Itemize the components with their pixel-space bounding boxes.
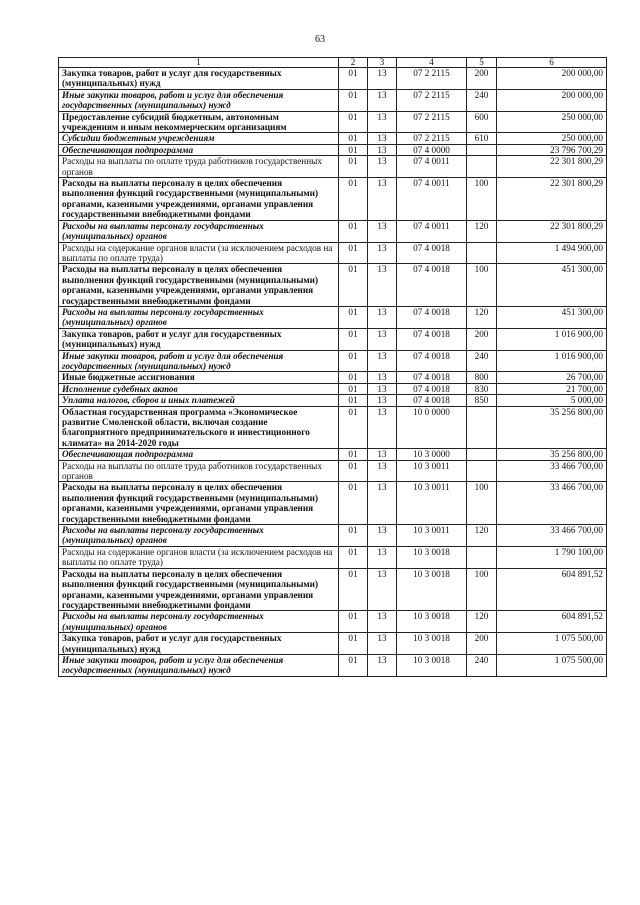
table-row (59, 178, 607, 221)
row-expense-type: 240 (467, 350, 497, 372)
table-row (59, 449, 607, 460)
row-expense-type: 200 (467, 328, 497, 350)
table-row (59, 383, 607, 394)
row-subsection: 13 (368, 546, 397, 568)
row-section: 01 (339, 395, 368, 406)
table-row (59, 68, 607, 90)
row-section: 01 (339, 449, 368, 460)
row-name: Субсидии бюджетным учреждениям (59, 133, 339, 144)
row-section: 01 (339, 383, 368, 394)
row-target-article: 07 4 0018 (397, 350, 467, 372)
header-col-4: 4 (397, 58, 467, 68)
row-name: Закупка товаров, работ и услуг для государственных (муниципальных) нужд (59, 68, 339, 90)
table-row (59, 350, 607, 372)
row-amount: 33 466 700,00 (497, 525, 607, 547)
row-name: Расходы на выплаты по оплате труда работников государственных органов (59, 156, 339, 178)
row-target-article: 10 3 0018 (397, 611, 467, 633)
row-name: Иные закупки товаров, работ и услуг для обеспечения государственных (муниципальных) нужд (59, 350, 339, 372)
row-subsection: 13 (368, 525, 397, 547)
row-expense-type (467, 156, 497, 178)
row-expense-type: 830 (467, 383, 497, 394)
row-amount: 22 301 800,29 (497, 156, 607, 178)
table-row (59, 264, 607, 307)
row-name: Иные закупки товаров, работ и услуг для обеспечения государственных (муниципальных) нужд (59, 89, 339, 111)
row-expense-type: 240 (467, 654, 497, 676)
row-section: 01 (339, 133, 368, 144)
table-row (59, 525, 607, 547)
table-row (59, 460, 607, 482)
row-amount: 33 466 700,00 (497, 482, 607, 525)
row-section: 01 (339, 220, 368, 242)
row-subsection: 13 (368, 328, 397, 350)
row-name: Расходы на выплаты персоналу в целях обеспечения выполнения функций государственными (муниципальными) органами, казенными учреждениями, органами управления государственными внебюджетными фондами (59, 568, 339, 611)
row-subsection: 13 (368, 568, 397, 611)
row-target-article: 10 3 0000 (397, 449, 467, 460)
row-subsection: 13 (368, 306, 397, 328)
row-amount: 22 301 800,29 (497, 220, 607, 242)
row-amount: 604 891,52 (497, 611, 607, 633)
row-subsection: 13 (368, 449, 397, 460)
row-subsection: 13 (368, 383, 397, 394)
row-section: 01 (339, 68, 368, 90)
row-target-article: 07 4 0018 (397, 242, 467, 264)
row-name: Расходы на содержание органов власти (за исключением расходов на выплаты по оплате труда) (59, 242, 339, 264)
row-target-article: 07 2 2115 (397, 89, 467, 111)
row-target-article: 07 4 0018 (397, 383, 467, 394)
row-expense-type: 120 (467, 611, 497, 633)
row-section: 01 (339, 482, 368, 525)
row-name: Областная государственная программа «Экономическое развитие Смоленской области, включая создание благоприятного предпринимательского и инвестиционного климата» на 2014-2020 годы (59, 406, 339, 449)
row-section: 01 (339, 111, 368, 133)
row-amount: 22 301 800,29 (497, 178, 607, 221)
row-target-article: 10 3 0018 (397, 654, 467, 676)
row-amount: 451 300,00 (497, 306, 607, 328)
row-name: Закупка товаров, работ и услуг для государственных (муниципальных) нужд (59, 633, 339, 655)
row-expense-type: 200 (467, 633, 497, 655)
table-row (59, 144, 607, 155)
row-name: Предоставление субсидий бюджетным, автономным учреждениям и иным некоммерческим организациям (59, 111, 339, 133)
table-body (59, 68, 607, 677)
row-section: 01 (339, 568, 368, 611)
row-section: 01 (339, 89, 368, 111)
row-expense-type (467, 460, 497, 482)
row-name: Расходы на выплаты персоналу в целях обеспечения выполнения функций государственными (муниципальными) органами, казенными учреждениями, органами управления государственными внебюджетными фондами (59, 482, 339, 525)
row-name: Расходы на выплаты персоналу государственных (муниципальных) органов (59, 525, 339, 547)
row-section: 01 (339, 242, 368, 264)
row-expense-type (467, 449, 497, 460)
row-section: 01 (339, 350, 368, 372)
row-amount: 604 891,52 (497, 568, 607, 611)
table-row (59, 242, 607, 264)
row-subsection: 13 (368, 220, 397, 242)
table-row (59, 220, 607, 242)
row-target-article: 07 4 0018 (397, 372, 467, 383)
row-amount: 1 790 100,00 (497, 546, 607, 568)
row-amount: 250 000,00 (497, 133, 607, 144)
row-target-article: 07 4 0018 (397, 264, 467, 307)
row-target-article: 07 4 0000 (397, 144, 467, 155)
row-subsection: 13 (368, 611, 397, 633)
row-target-article: 10 3 0018 (397, 546, 467, 568)
row-amount: 35 256 800,00 (497, 449, 607, 460)
row-subsection: 13 (368, 178, 397, 221)
row-section: 01 (339, 144, 368, 155)
table-row (59, 654, 607, 676)
row-section: 01 (339, 460, 368, 482)
row-expense-type: 600 (467, 111, 497, 133)
row-expense-type: 850 (467, 395, 497, 406)
row-expense-type (467, 546, 497, 568)
row-expense-type: 100 (467, 568, 497, 611)
row-section: 01 (339, 654, 368, 676)
row-section: 01 (339, 328, 368, 350)
row-subsection: 13 (368, 133, 397, 144)
row-subsection: 13 (368, 89, 397, 111)
row-amount: 23 796 700,29 (497, 144, 607, 155)
row-target-article: 10 3 0011 (397, 482, 467, 525)
header-col-5: 5 (467, 58, 497, 68)
row-name: Иные закупки товаров, работ и услуг для обеспечения государственных (муниципальных) нужд (59, 654, 339, 676)
row-expense-type: 800 (467, 372, 497, 383)
header-row (59, 58, 607, 68)
row-name: Уплата налогов, сборов и иных платежей (59, 395, 339, 406)
row-subsection: 13 (368, 406, 397, 449)
row-section: 01 (339, 156, 368, 178)
row-subsection: 13 (368, 460, 397, 482)
row-name: Расходы на содержание органов власти (за исключением расходов на выплаты по оплате труда) (59, 546, 339, 568)
row-target-article: 07 2 2115 (397, 133, 467, 144)
row-subsection: 13 (368, 350, 397, 372)
row-subsection: 13 (368, 654, 397, 676)
row-amount: 35 256 800,00 (497, 406, 607, 449)
row-name: Исполнение судебных актов (59, 383, 339, 394)
row-expense-type: 100 (467, 178, 497, 221)
row-section: 01 (339, 372, 368, 383)
table-row (59, 546, 607, 568)
row-amount: 451 300,00 (497, 264, 607, 307)
row-amount: 26 700,00 (497, 372, 607, 383)
row-expense-type (467, 406, 497, 449)
row-expense-type: 610 (467, 133, 497, 144)
row-expense-type: 120 (467, 525, 497, 547)
header-col-3: 3 (368, 58, 397, 68)
row-subsection: 13 (368, 242, 397, 264)
row-amount: 1 075 500,00 (497, 633, 607, 655)
table-row (59, 89, 607, 111)
row-name: Обеспечивающая подпрограмма (59, 144, 339, 155)
row-amount: 200 000,00 (497, 68, 607, 90)
table-row (59, 133, 607, 144)
row-subsection: 13 (368, 111, 397, 133)
header-col-6: 6 (497, 58, 607, 68)
budget-table (58, 57, 607, 677)
row-target-article: 07 4 0018 (397, 306, 467, 328)
row-subsection: 13 (368, 156, 397, 178)
row-target-article: 07 4 0011 (397, 156, 467, 178)
row-target-article: 10 3 0011 (397, 525, 467, 547)
row-subsection: 13 (368, 633, 397, 655)
table-row (59, 328, 607, 350)
row-subsection: 13 (368, 144, 397, 155)
row-section: 01 (339, 546, 368, 568)
row-name: Расходы на выплаты персоналу государственных (муниципальных) органов (59, 611, 339, 633)
row-section: 01 (339, 611, 368, 633)
row-amount: 250 000,00 (497, 111, 607, 133)
row-amount: 21 700,00 (497, 383, 607, 394)
row-name: Иные бюджетные ассигнования (59, 372, 339, 383)
header-col-1: 1 (59, 58, 339, 68)
row-amount: 1 016 900,00 (497, 350, 607, 372)
row-target-article: 07 4 0018 (397, 328, 467, 350)
row-expense-type (467, 242, 497, 264)
row-amount: 1 075 500,00 (497, 654, 607, 676)
table-row (59, 111, 607, 133)
table-row (59, 568, 607, 611)
row-name: Расходы на выплаты по оплате труда работников государственных органов (59, 460, 339, 482)
table-row (59, 306, 607, 328)
row-section: 01 (339, 264, 368, 307)
row-expense-type: 120 (467, 220, 497, 242)
row-expense-type: 240 (467, 89, 497, 111)
row-amount: 1 016 900,00 (497, 328, 607, 350)
row-name: Расходы на выплаты персоналу в целях обеспечения выполнения функций государственными (муниципальными) органами, казенными учреждениями, органами управления государственными внебюджетными фондами (59, 178, 339, 221)
row-section: 01 (339, 525, 368, 547)
table-row (59, 406, 607, 449)
row-subsection: 13 (368, 395, 397, 406)
row-name: Расходы на выплаты персоналу в целях обеспечения выполнения функций государственными (муниципальными) органами, казенными учреждениями, органами управления государственными внебюджетными фондами (59, 264, 339, 307)
row-target-article: 07 4 0018 (397, 395, 467, 406)
table-row (59, 156, 607, 178)
row-section: 01 (339, 306, 368, 328)
page-number: 63 (315, 34, 325, 45)
row-name: Обеспечивающая подпрограмма (59, 449, 339, 460)
row-amount: 33 466 700,00 (497, 460, 607, 482)
row-subsection: 13 (368, 264, 397, 307)
row-target-article: 07 4 0011 (397, 178, 467, 221)
row-expense-type: 120 (467, 306, 497, 328)
row-subsection: 13 (368, 68, 397, 90)
row-target-article: 07 4 0011 (397, 220, 467, 242)
row-target-article: 07 2 2115 (397, 111, 467, 133)
table-row (59, 395, 607, 406)
row-name: Расходы на выплаты персоналу государственных (муниципальных) органов (59, 306, 339, 328)
row-name: Расходы на выплаты персоналу государственных (муниципальных) органов (59, 220, 339, 242)
row-amount: 200 000,00 (497, 89, 607, 111)
row-section: 01 (339, 406, 368, 449)
row-target-article: 10 3 0018 (397, 633, 467, 655)
row-section: 01 (339, 178, 368, 221)
table-row (59, 372, 607, 383)
table-row (59, 633, 607, 655)
header-col-2: 2 (339, 58, 368, 68)
row-subsection: 13 (368, 372, 397, 383)
row-expense-type: 100 (467, 482, 497, 525)
row-name: Закупка товаров, работ и услуг для государственных (муниципальных) нужд (59, 328, 339, 350)
row-subsection: 13 (368, 482, 397, 525)
row-amount: 5 000,00 (497, 395, 607, 406)
row-target-article: 10 3 0011 (397, 460, 467, 482)
row-expense-type: 100 (467, 264, 497, 307)
row-target-article: 10 0 0000 (397, 406, 467, 449)
row-expense-type (467, 144, 497, 155)
row-target-article: 07 2 2115 (397, 68, 467, 90)
row-expense-type: 200 (467, 68, 497, 90)
row-amount: 1 494 900,00 (497, 242, 607, 264)
row-section: 01 (339, 633, 368, 655)
table-row (59, 611, 607, 633)
row-target-article: 10 3 0018 (397, 568, 467, 611)
table-row (59, 482, 607, 525)
